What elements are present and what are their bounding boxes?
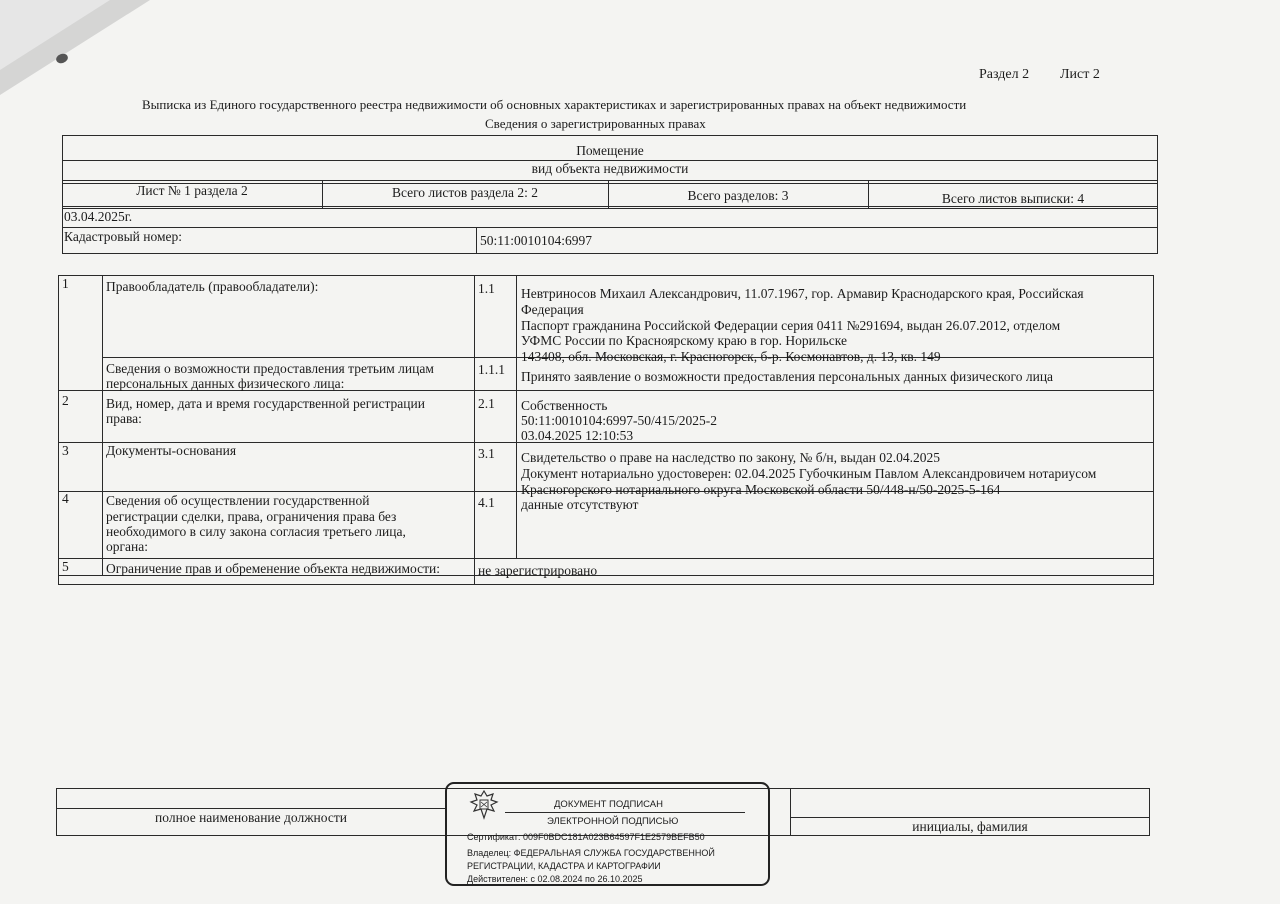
row-1-line-3: Паспорт гражданина Российской Федерации серия 0411 №291694, выдан 26.07.2012, отделом (521, 318, 1061, 333)
row-1-line-5: 143408, обл. Московская, г. Красногорск, б-р. Космонавтов, д. 13, кв. 149 (521, 349, 941, 364)
eagle-emblem-icon (467, 788, 501, 822)
total-sections: Всего разделов: 3 (687, 188, 789, 203)
divider (476, 227, 477, 254)
row-1a-line-1: Принято заявление о возможности предоставления персональных данных физического лица (521, 369, 1054, 384)
row-4-label-3: необходимого в силу закона согласия третьего лица, (106, 524, 406, 539)
stamp-owner-1: Владелец: ФЕДЕРАЛЬНАЯ СЛУЖБА ГОСУДАРСТВЕННОЙ (467, 848, 715, 858)
divider (505, 812, 745, 813)
divider (102, 275, 103, 575)
section-number: Раздел 2 (979, 67, 1030, 82)
row-1a-label-2: персональных данных физического лица: (106, 376, 345, 391)
position-caption: полное наименование должности (155, 810, 347, 825)
row-2-label-2: права: (106, 411, 142, 426)
row-3-line-3: Красногорского нотариального округа Московской области 50/448-н/50-2025-5-164 (521, 482, 1001, 497)
stamp-line-1: ДОКУМЕНТ ПОДПИСАН (554, 799, 663, 810)
row-1-sub: 1.1 (478, 281, 495, 296)
stamp-owner-2: РЕГИСТРАЦИИ, КАДАСТРА И КАРТОГРАФИИ (467, 861, 661, 871)
row-1-line-4: УФМС России по Красноярскому краю в гор. Норильске (521, 333, 847, 348)
divider (62, 227, 1158, 228)
row-4-label-1: Сведения об осуществлении государственной (106, 493, 370, 508)
row-3-line-2: Документ нотариально удостоверен: 02.04.2025 Губочкиным Павлом Александровичем нотариусом (521, 466, 1097, 481)
document-title: Выписка из Единого государственного реестра недвижимости об основных характеристиках и зарегистрированных правах на объект недвижимости (142, 97, 967, 112)
stamp-certificate: Сертификат: 009F0BDC181A023B64597F1E2579BEFB50 (467, 832, 705, 842)
row-2-line-3: 03.04.2025 12:10:53 (521, 428, 634, 443)
row-1a-sub: 1.1.1 (478, 362, 505, 377)
divider (474, 275, 475, 585)
document-subtitle: Сведения о зарегистрированных правах (485, 116, 706, 131)
row-3-sub: 3.1 (478, 446, 495, 461)
divider (790, 817, 1150, 818)
sheet-no: Лист № 1 раздела 2 (136, 183, 248, 198)
row-4-sub: 4.1 (478, 495, 495, 510)
row-2-label-1: Вид, номер, дата и время государственной регистрации (106, 396, 425, 411)
stamp-validity: Действителен: с 02.08.2024 по 26.10.2025 (467, 874, 643, 884)
row-1-line-1: Невтриносов Михаил Александрович, 11.07.1967, гор. Армавир Краснодарского края, Российская (521, 286, 1084, 301)
row-5-number: 5 (62, 559, 69, 574)
row-4-label-4: органа: (106, 539, 148, 554)
object-kind: Помещение (576, 143, 644, 158)
row-1-number: 1 (62, 276, 69, 291)
divider (58, 558, 1154, 559)
divider (516, 275, 517, 558)
row-1-label: Правообладатель (правообладатели): (106, 279, 319, 294)
sheet-number: Лист 2 (1060, 67, 1100, 82)
cadastral-label: Кадастровый номер: (64, 229, 183, 244)
row-1-line-2: Федерация (521, 302, 584, 317)
e-signature-stamp (445, 782, 770, 886)
row-2-line-2: 50:11:0010104:6997-50/415/2025-2 (521, 413, 717, 428)
row-2-line-1: Собственность (521, 398, 608, 413)
row-2-sub: 2.1 (478, 396, 495, 411)
total-extract-sheets: Всего листов выписки: 4 (941, 191, 1085, 206)
row-3-number: 3 (62, 443, 69, 458)
row-5-value: не зарегистрировано (478, 563, 598, 578)
row-2-number: 2 (62, 393, 69, 408)
divider (56, 808, 446, 809)
stamp-line-2: ЭЛЕКТРОННОЙ ПОДПИСЬЮ (547, 816, 679, 827)
row-4-line-1: данные отсутствуют (521, 497, 639, 512)
row-4-number: 4 (62, 491, 69, 506)
row-3-line-1: Свидетельство о праве на наследство по закону, № б/н, выдан 02.04.2025 (521, 450, 940, 465)
object-kind-caption: вид объекта недвижимости (531, 161, 689, 176)
total-section-sheets: Всего листов раздела 2: 2 (391, 185, 539, 200)
extract-date: 03.04.2025г. (64, 209, 133, 224)
row-4-label-2: регистрации сделки, права, ограничения права без (106, 509, 397, 524)
cadastral-table (62, 206, 1158, 254)
name-caption: инициалы, фамилия (912, 819, 1028, 834)
row-1a-label-1: Сведения о возможности предоставления третьим лицам (106, 361, 434, 376)
row-3-label: Документы-основания (106, 443, 237, 458)
row-5-label: Ограничение прав и обременение объекта недвижимости: (106, 561, 440, 576)
cadastral-number: 50:11:0010104:6997 (480, 233, 593, 248)
